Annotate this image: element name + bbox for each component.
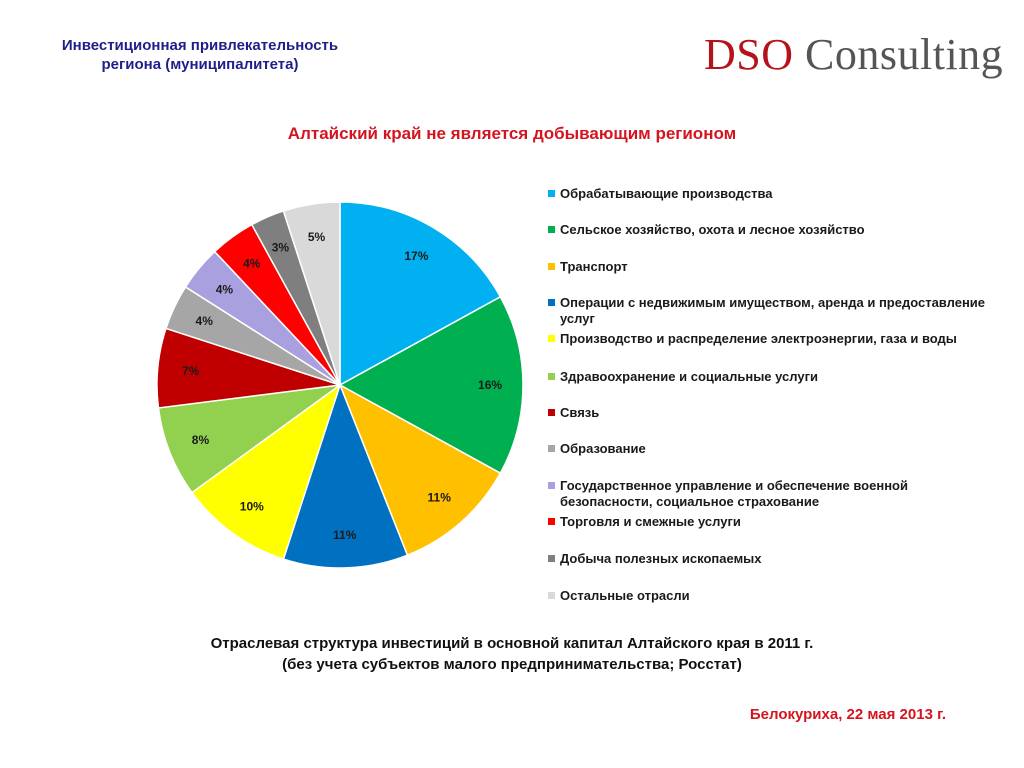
legend-swatch-1 <box>548 190 555 197</box>
legend-swatch-10 <box>548 518 555 525</box>
legend-swatch-12 <box>548 592 555 599</box>
legend-label-5: Производство и распределение электроэнергии, газа и воды <box>560 331 957 346</box>
pie-data-label-7: 7% <box>181 363 200 378</box>
logo-part-1: DSO <box>704 30 794 79</box>
legend-swatch-11 <box>548 555 555 562</box>
pie-data-label-6: 8% <box>191 433 210 448</box>
legend-item-5 <box>548 331 988 347</box>
legend-item-2 <box>548 222 988 238</box>
pie-data-label-8: 4% <box>195 314 213 329</box>
legend-swatch-8 <box>548 445 555 452</box>
legend-item-3 <box>548 259 988 275</box>
pie-data-label-9: 4% <box>215 282 234 297</box>
legend-item-10 <box>548 514 988 530</box>
legend-label-11: Добыча полезных ископаемых <box>560 551 762 566</box>
pie-data-label-4: 11% <box>333 527 357 542</box>
legend-swatch-2 <box>548 226 555 233</box>
legend-swatch-5 <box>548 335 555 342</box>
legend-label-8: Образование <box>560 441 646 456</box>
legend-label-9: Государственное управление и обеспечение военной безопасности, социальное страхование <box>560 478 908 509</box>
legend-item-11 <box>548 551 988 567</box>
legend-label-10: Торговля и смежные услуги <box>560 514 741 529</box>
slide-subtitle: Алтайский край не является добывающим регионом <box>287 124 737 143</box>
footer-location-date: Белокуриха, 22 мая 2013 г. <box>749 706 946 723</box>
legend-item-9 <box>548 478 988 510</box>
chart-caption <box>0 633 1024 675</box>
legend-label-4: Операции с недвижимым имуществом, аренда и предоставление услуг <box>560 295 986 326</box>
legend-label-3: Транспорт <box>560 259 628 274</box>
pie-slices <box>157 202 523 568</box>
caption-line-2: (без учета субъектов малого предпринимательства; Росстат) <box>282 656 742 673</box>
legend-swatch-4 <box>548 299 555 306</box>
caption-line-1: Отраслевая структура инвестиций в основной капитал Алтайского края в 2011 г. <box>210 635 814 652</box>
legend-item-8 <box>548 441 988 457</box>
legend-swatch-7 <box>548 409 555 416</box>
legend-item-4 <box>548 295 988 327</box>
legend-swatch-9 <box>548 482 555 489</box>
legend-label-12: Остальные отрасли <box>560 588 690 603</box>
legend-swatch-3 <box>548 263 555 270</box>
legend-item-6 <box>548 369 988 385</box>
legend-label-7: Связь <box>560 405 600 420</box>
pie-data-label-3: 11% <box>427 490 451 505</box>
pie-data-label-11: 3% <box>271 240 290 255</box>
pie-data-label-2: 16% <box>478 378 503 392</box>
pie-data-label-10: 4% <box>243 256 261 271</box>
pie-data-label-5: 10% <box>239 499 264 514</box>
legend-label-1: Обрабатывающие производства <box>560 186 773 201</box>
legend-item-7 <box>548 405 988 421</box>
legend-label-6: Здравоохранение и социальные услуги <box>560 369 819 384</box>
legend-label-2: Сельское хозяйство, охота и лесное хозяйство <box>560 222 865 237</box>
legend-item-1 <box>548 186 988 202</box>
pie-data-label-12: 5% <box>307 229 326 244</box>
header-title-line-1: Инвестиционная привлекательность <box>61 37 339 54</box>
logo-part-2: Consulting <box>793 30 1004 79</box>
legend-item-12 <box>548 588 988 604</box>
legend-swatch-6 <box>548 373 555 380</box>
header-title-line-2: региона (муниципалитета) <box>101 56 299 73</box>
pie-data-label-1: 17% <box>404 248 429 263</box>
